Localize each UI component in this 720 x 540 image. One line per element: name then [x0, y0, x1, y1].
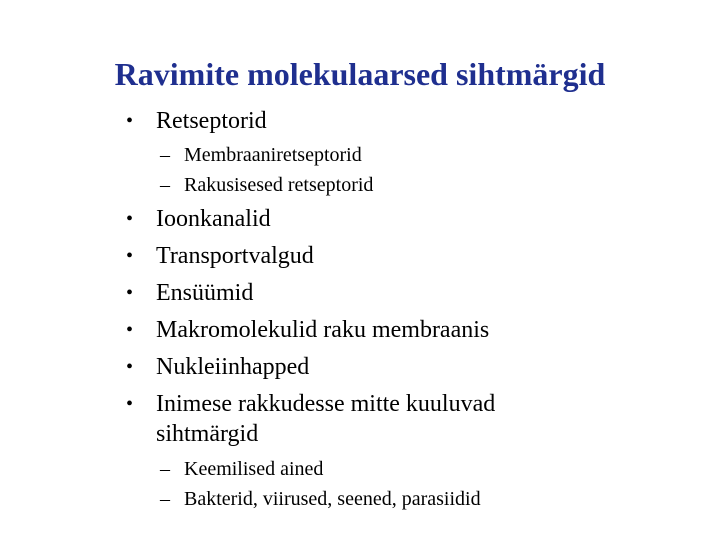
bullet-label [156, 389, 495, 449]
sub-item-membraaniretseptorid [160, 142, 362, 168]
sub-item-label: Rakusisesed retseptorid [184, 174, 374, 196]
sub-item-bakterid [160, 486, 481, 512]
dash-icon: – [160, 488, 170, 510]
bullet-icon: • [126, 208, 134, 230]
bullet-label: Transportvalgud [156, 243, 314, 269]
bullet-label: Ioonkanalid [156, 206, 271, 232]
bullet-icon: • [126, 245, 134, 267]
bullet-icon: • [126, 282, 134, 304]
bullet-label: Nukleiinhapped [156, 354, 310, 380]
bullet-label-line-1: Inimese rakkudesse mitte kuuluvad [156, 391, 496, 417]
dash-icon: – [160, 458, 170, 480]
bullet-item-ioonkanalid [126, 204, 271, 234]
sub-item-label: Keemilised ained [184, 458, 324, 480]
bullet-icon: • [126, 356, 134, 378]
bullet-icon: • [126, 110, 134, 132]
bullet-item-retseptorid [126, 106, 267, 136]
slide-title: Ravimite molekulaarsed sihtmärgid [114, 56, 606, 92]
bullet-label: Retseptorid [156, 108, 267, 134]
sub-item-keemilised-ained [160, 456, 323, 482]
dash-icon: – [160, 174, 170, 196]
bullet-item-inimese-rakkudesse [126, 389, 495, 449]
bullet-item-nukleiinhapped [126, 352, 309, 382]
bullet-item-makromolekulid [126, 315, 489, 345]
bullet-label: Makromolekulid raku membraanis [156, 317, 490, 343]
bullet-icon: • [126, 319, 134, 341]
sub-item-label: Bakterid, viirused, seened, parasiidid [184, 488, 481, 510]
bullet-item-ensuumid [126, 278, 253, 308]
sub-item-label: Membraaniretseptorid [184, 144, 362, 166]
bullet-label-line-2: sihtmärgid [156, 421, 259, 447]
dash-icon: – [160, 144, 170, 166]
bullet-label: Ensüümid [156, 280, 254, 306]
bullet-icon: • [126, 393, 134, 415]
sub-item-rakusisesed-retseptorid [160, 172, 373, 198]
bullet-item-transportvalgud [126, 241, 314, 271]
